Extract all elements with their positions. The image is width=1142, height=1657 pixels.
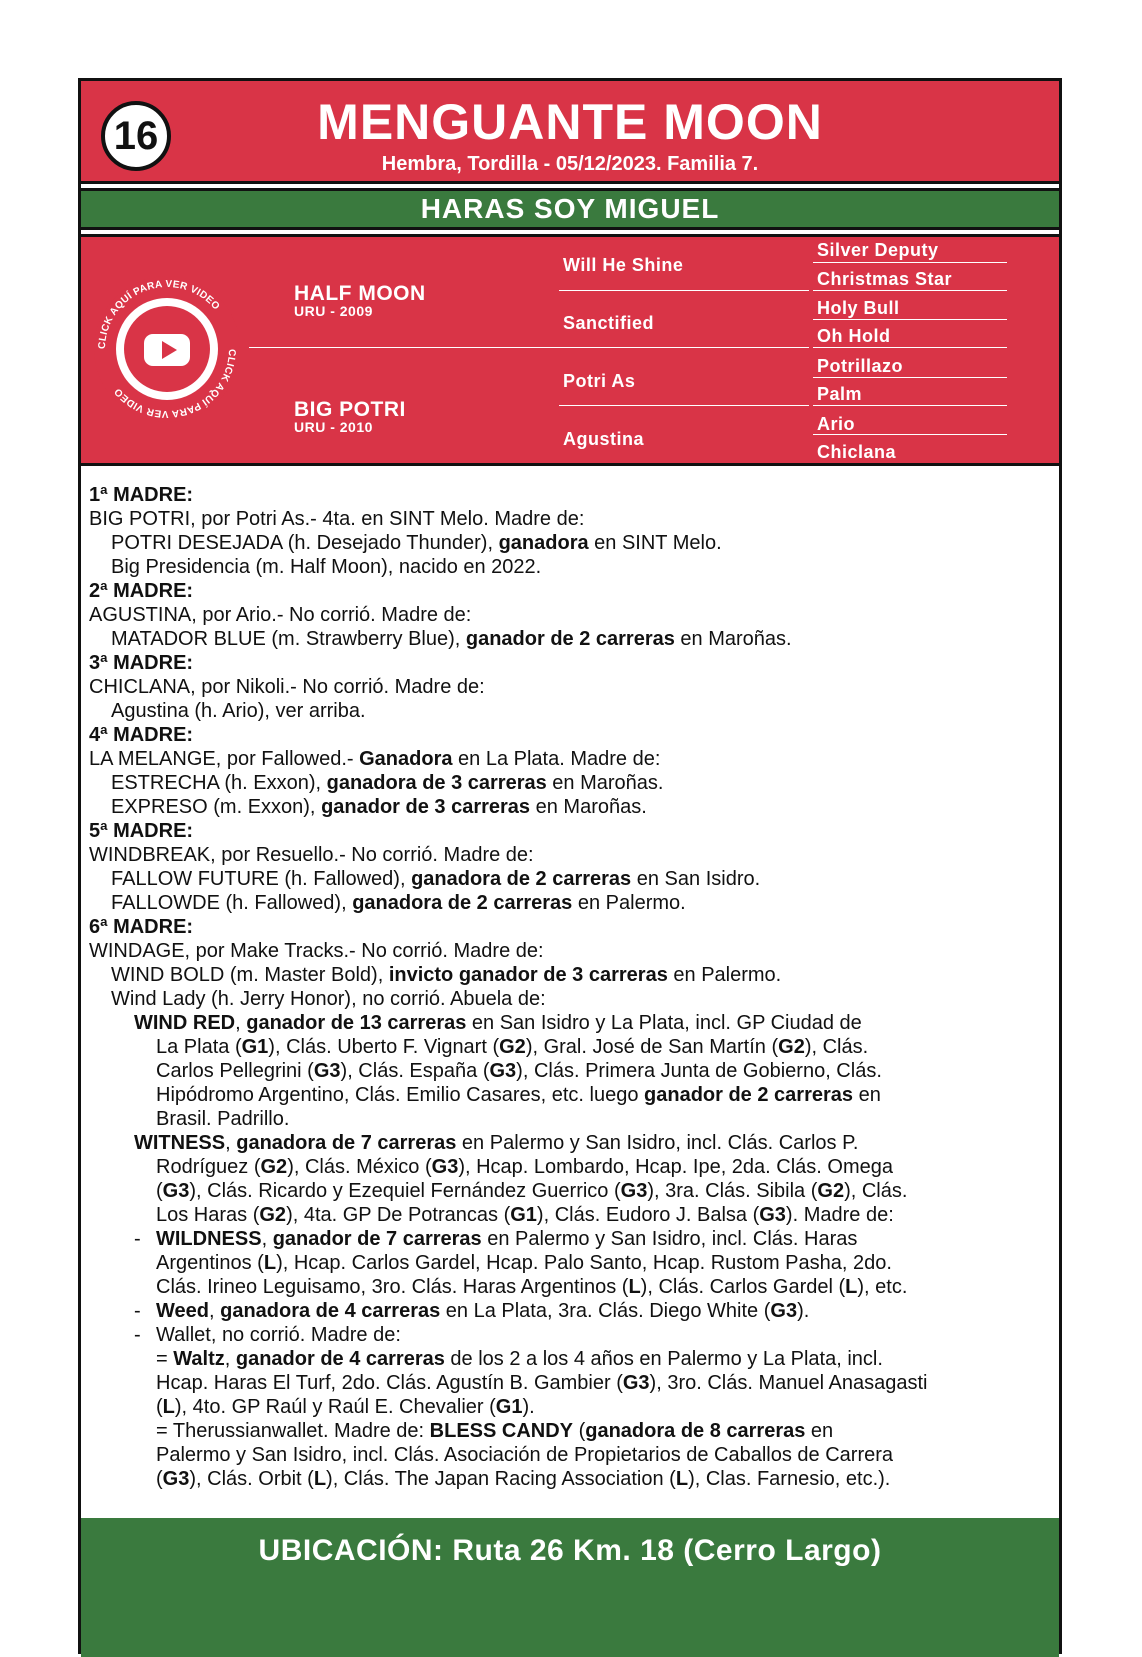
pedigree-g3-3: Oh Hold xyxy=(817,326,891,346)
pedigree-g2-2: Potri As xyxy=(563,371,636,391)
play-triangle-icon xyxy=(162,341,177,359)
stud-name: HARAS SOY MIGUEL xyxy=(81,188,1059,230)
pedigree-g3-6: Ario xyxy=(817,414,855,434)
dam-heading: 4ª MADRE: xyxy=(89,724,194,746)
dam-heading: 1ª MADRE: xyxy=(89,484,194,506)
horse-details: Hembra, Tordilla - 05/12/2023. Familia 7. xyxy=(381,153,759,175)
pedigree-g2-0: Will He Shine xyxy=(563,255,684,275)
dam-name: BIG POTRI xyxy=(294,398,406,421)
lot-card xyxy=(78,78,1062,1654)
svg-text:CLICK AQUÍ PARA VER VIDEO: CLICK AQUÍ PARA VER VIDEO xyxy=(112,348,238,420)
pedigree-g3-7: Chiclana xyxy=(817,442,897,462)
dam-heading: 2ª MADRE: xyxy=(89,580,194,602)
pedigree-g3-0: Silver Deputy xyxy=(817,240,939,260)
pedigree-g3-4: Potrillazo xyxy=(817,356,904,376)
pedigree-g3-1: Christmas Star xyxy=(817,269,953,289)
lot-header xyxy=(81,81,1059,184)
dam-heading: 3ª MADRE: xyxy=(89,652,194,674)
pedigree-table xyxy=(81,234,1059,466)
dam-heading: 6ª MADRE: xyxy=(89,916,194,938)
pedigree-g3-2: Holy Bull xyxy=(817,298,900,318)
pedigree-g2-1: Sanctified xyxy=(563,313,655,333)
horse-name: MENGUANTE MOON xyxy=(317,94,823,150)
location-footer: UBICACIÓN: Ruta 26 Km. 18 (Cerro Largo) xyxy=(81,1518,1059,1657)
video-link[interactable] xyxy=(94,276,240,422)
dam-heading: 5ª MADRE: xyxy=(89,820,194,842)
pedigree-g3-5: Palm xyxy=(817,384,863,404)
sire-origin: URU - 2009 xyxy=(294,303,373,319)
pedigree-g2-3: Agustina xyxy=(563,429,645,449)
family-text: 1ª MADRE: BIG POTRI, por Potri As.- 4ta. en SINT Melo. Madre de: POTRI DESEJADA (h. Desejado Thunder), ganadora en SINT Melo. Big Presidencia (m. Half Moon), nacido en 2022. 2ª MADRE: AGUSTINA, por Ario.- No corrió. Madre de: MATADOR BLUE (m. Strawberry Blue), ganador de 2 carreras en Maroñas. 3ª MADRE: CHICLANA, por Nikoli.- No corrió. Madre de: Agustina (h. Ario), ver arriba. 4ª MADRE: LA MELANGE, por Fallowed.- Ganadora en La Plata. Madre de: ESTRECHA (h. Exxon), ganadora de 3 carreras en Maroñas. EXPRESO (m. Exxon), ganador de 3 carreras en Maroñas. 5ª MADRE: WINDBREAK, por Resuello.- No corrió. Madre de: FALLOW FUTURE (h. Fallowed), ganadora de 2 carreras en San Isidro. FALLOWDE (h. Fallowed), ganadora de 2 carreras en Palermo. 6ª MADRE: WINDAGE, por Make Tracks.- No corrió. Madre de: WIND BOLD (m. Master Bold), invicto ganador de 3 carreras en Palermo. Wind Lady (h. Jerry Honor), no corrió. Abuela de: WIND RED, ganador de 13 carreras en San Isidro y La Plata, incl. GP Ciudad de La Plata (G1), Clás. Uberto F. Vignart (G2), Gral. José de San Martín (G2), Clás. Carlos Pellegrini (G3), Clás. España (G3), Clás. Primera Junta de Gobierno, Clás. Hipódromo Argentino, Clás. Emilio Casares, etc. luego ganador de 2 carreras en Brasil. Padrillo. WITNESS, ganadora de 7 carreras en Palermo y San Isidro, incl. Clás. Carlos P. Rodríguez (G2), Clás. México (G3), Hcap. Lombardo, Hcap. Ipe, 2da. Clás. Omega (G3), Clás. Ricardo y Ezequiel Fernández Guerrico (G3), 3ra. Clás. Sibila (G2), Clás. Los Haras (G2), 4ta. GP De Potrancas (G1), Clás. Eudoro J. Balsa (G3). Madre de: - WILDNESS, ganador de 7 carreras en Palermo y San Isidro, incl. Clás. Haras Argentinos (L), Hcap. Carlos Gardel, Hcap. Palo Santo, Hcap. Rustom Pasha, 2do. Clás. Irineo Leguisamo, 3ro. Clás. Haras Argentinos (L), Clás. Carlos Gardel (L), etc. - Weed, ganadora de 4 carreras en La Plata, 3ra. Clás. Diego White (G3). - Wallet, no corrió. Madre de: = Waltz, ganador de 4 carreras de los 2 a los 4 años en Palermo y La Plata, incl. Hcap. Haras El Turf, 2do. Clás. Agustín B. Gambier (G3), 3ro. Clás. Manuel Anasagasti (L), 4to. GP Raúl y Raúl E. Chevalier (G1). = Therussianwallet. Madre de: BLESS CANDY (ganadora de 8 carreras en Palermo y San Isidro, incl. Clás. Asociación de Propietarios de Caballos de Carrera (G3), Clás. Orbit (L), Clás. The Japan Racing Association (L), Clas. Farnesio, etc.). xyxy=(89,484,928,1490)
lot-number: 16 xyxy=(101,101,171,171)
svg-text:CLICK AQUÍ PARA VER VIDEO: CLICK AQUÍ PARA VER VIDEO xyxy=(96,278,222,350)
dam-origin: URU - 2010 xyxy=(294,419,373,435)
sire-name: HALF MOON xyxy=(294,282,426,305)
